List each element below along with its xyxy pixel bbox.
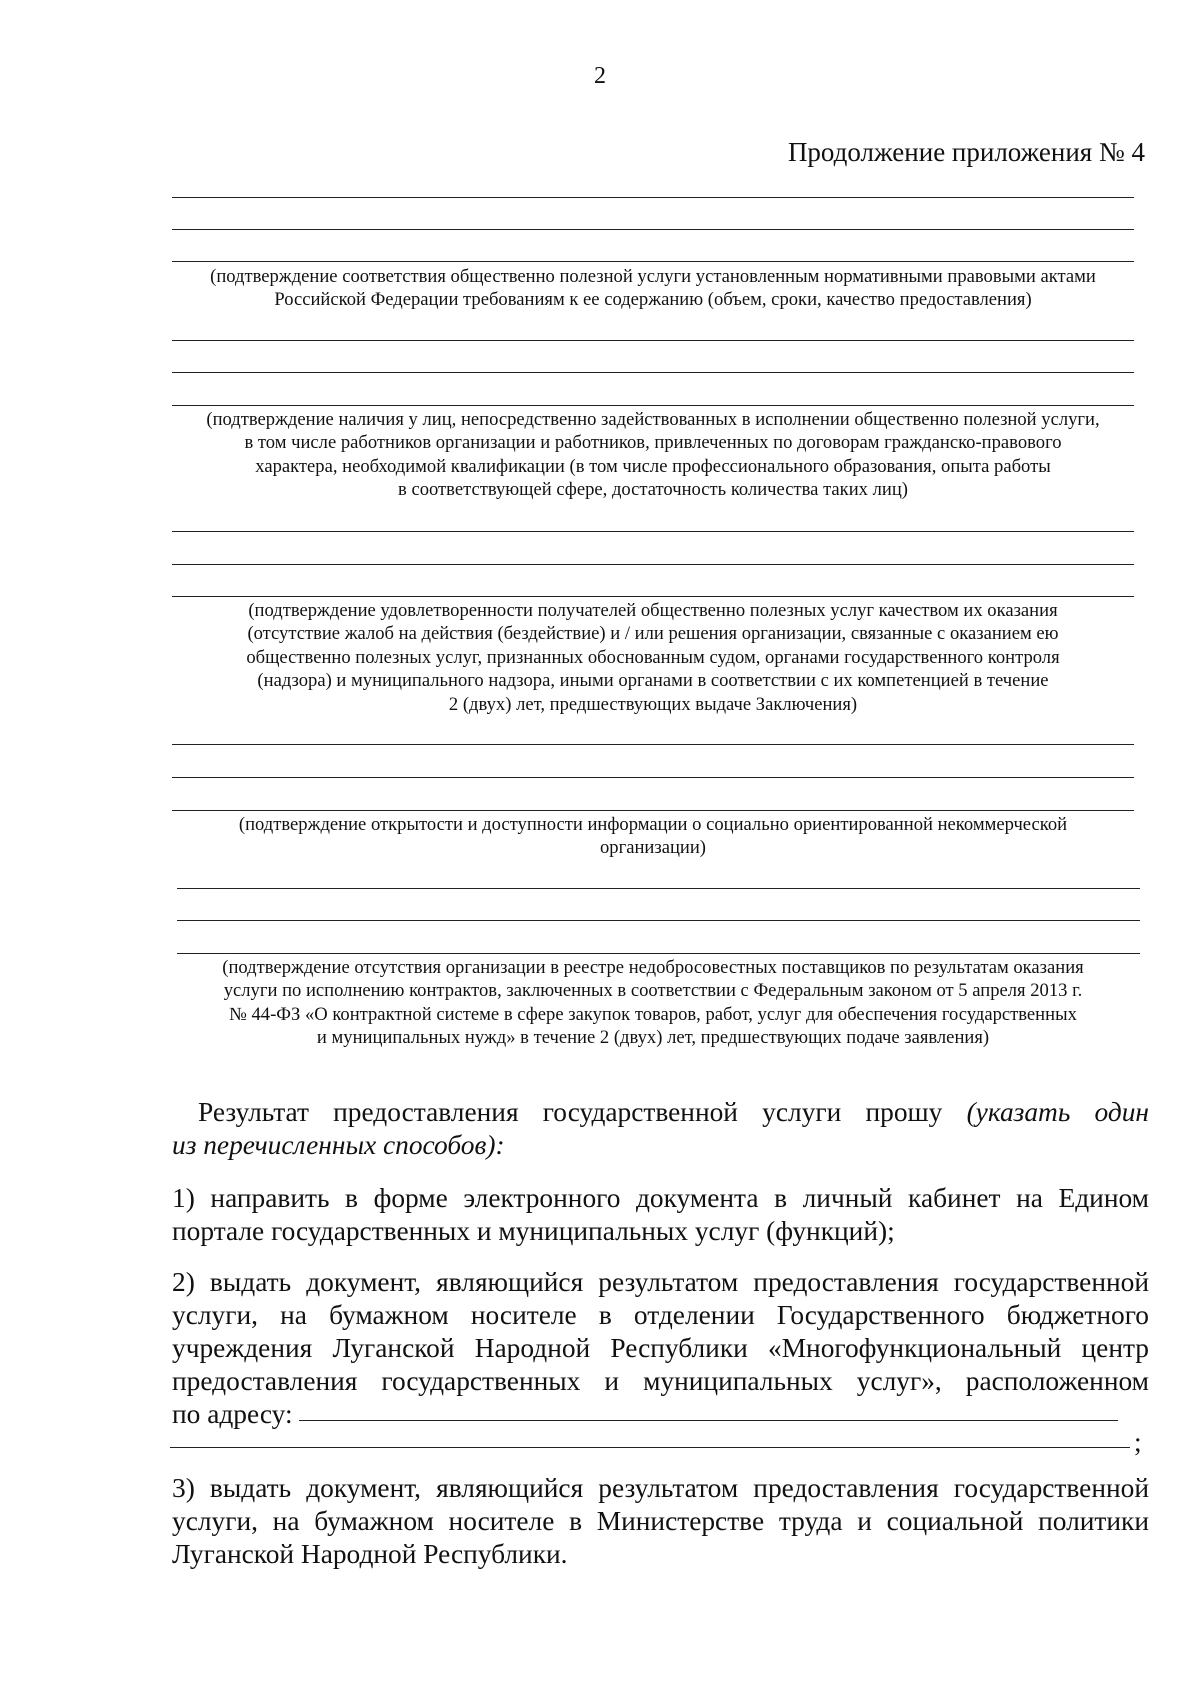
caption-line: (подтверждение отсутствия организации в реестре недобросовестных поставщиков по результатам оказания [222,957,1084,978]
blank-line[interactable] [172,372,1134,373]
caption-line: услуги по исполнению контрактов, заключенных в соответствии с Федеральным законом от 5 апреля 2013 г. [223,980,1083,1002]
blank-line[interactable] [172,405,1134,406]
option-line: 1) направить в форме электронного документа в личный кабинет на Едином [172,1183,1149,1213]
blank-line[interactable] [172,596,1134,597]
caption-staff-qualification [172,408,1134,502]
caption-line: 2 (двух) лет, предшествующих выдаче Заключения) [448,693,858,715]
caption-dishonest-suppliers-registry [172,956,1134,1050]
option-line: услуги, на бумажном носителе в отделении Государственного бюджетного [172,1300,1149,1330]
option-3 [172,1472,1149,1571]
caption-line: в том числе работников организации и работников, привлеченных по договорам гражданско-правового [244,432,1062,454]
address-field[interactable] [299,1420,1118,1421]
blank-line[interactable] [172,229,1134,230]
caption-line: характера, необходимой квалификации (в том числе профессионального образования, опыта работы [255,455,1051,477]
address-label: по адресу: [172,1399,293,1429]
caption-service-compliance [172,265,1134,312]
option-line: услуги, на бумажном носителе в Министерстве труда и социальной политики [172,1506,1149,1536]
blank-line[interactable] [172,261,1134,262]
option-line: Луганской Народной Республики. [172,1539,568,1569]
blank-line[interactable] [172,810,1134,811]
option-2 [172,1266,1149,1431]
address-end-mark: ; [1134,1427,1142,1457]
caption-line: (подтверждение наличия у лиц, непосредственно задействованных в исполнении общественно полезной услуги, [206,409,1100,430]
option-1 [172,1182,1149,1248]
blank-line[interactable] [177,888,1140,889]
caption-line: (подтверждение соответствия общественно полезной услуги установленным нормативными правовыми актами [210,266,1096,287]
option-line: 2) выдать документ, являющийся результатом предоставления государственной [172,1267,1149,1297]
appendix-title: Продолжение приложения № 4 [787,137,1145,167]
request-text: Результат предоставления государственной услуги прошу [198,1097,943,1127]
blank-line[interactable] [172,197,1134,198]
blank-line[interactable] [177,920,1140,921]
caption-information-openness [172,813,1134,860]
request-paragraph [172,1096,1149,1162]
option-line [172,1398,1149,1431]
caption-line: (надзора) и муниципального надзора, иными органами в соответствии с их компетенцией в течение [257,670,1049,692]
blank-line[interactable] [172,340,1134,341]
request-instruction: (указать один [966,1097,1149,1127]
blank-line[interactable] [172,777,1134,778]
caption-line: Российской Федерации требованиям к ее содержанию (объем, сроки, качество предоставления) [274,289,1032,311]
address-field-continuation[interactable] [170,1447,1130,1448]
option-line: предоставления государственных и муниципальных услуг», расположенном [172,1366,1149,1396]
request-line [172,1096,1149,1129]
caption-recipient-satisfaction [172,599,1134,716]
blank-line[interactable] [172,564,1134,565]
caption-line: общественно полезных услуг, признанных обоснованным судом, органами государственного контроля [246,646,1060,668]
caption-line: и муниципальных нужд» в течение 2 (двух) лет, предшествующих подаче заявления) [316,1027,990,1049]
page-number: 2 [594,63,606,89]
caption-line: организации) [599,837,706,859]
caption-line: № 44-ФЗ «О контрактной системе в сфере закупок товаров, работ, услуг для обеспечения государственных [229,1003,1077,1025]
blank-line[interactable] [172,744,1134,745]
option-line: портале государственных и муниципальных услуг (функций); [172,1216,895,1246]
request-line: из перечисленных способов): [172,1130,505,1160]
option-line: учреждения Луганской Народной Республики «Многофункциональный центр [172,1333,1149,1363]
option-line: 3) выдать документ, являющийся результатом предоставления государственной [172,1473,1149,1503]
caption-line: (отсутствие жалоб на действия (бездействие) и / или решения организации, связанные с оказанием ею [247,623,1059,645]
blank-line[interactable] [177,953,1140,954]
caption-line: в соответствующей сфере, достаточность количества таких лиц) [398,479,908,501]
blank-line[interactable] [172,531,1134,532]
caption-line: (подтверждение открытости и доступности информации о социально ориентированной некоммерческой [238,814,1068,835]
caption-line: (подтверждение удовлетворенности получателей общественно полезных услуг качеством их оказания [248,600,1058,621]
